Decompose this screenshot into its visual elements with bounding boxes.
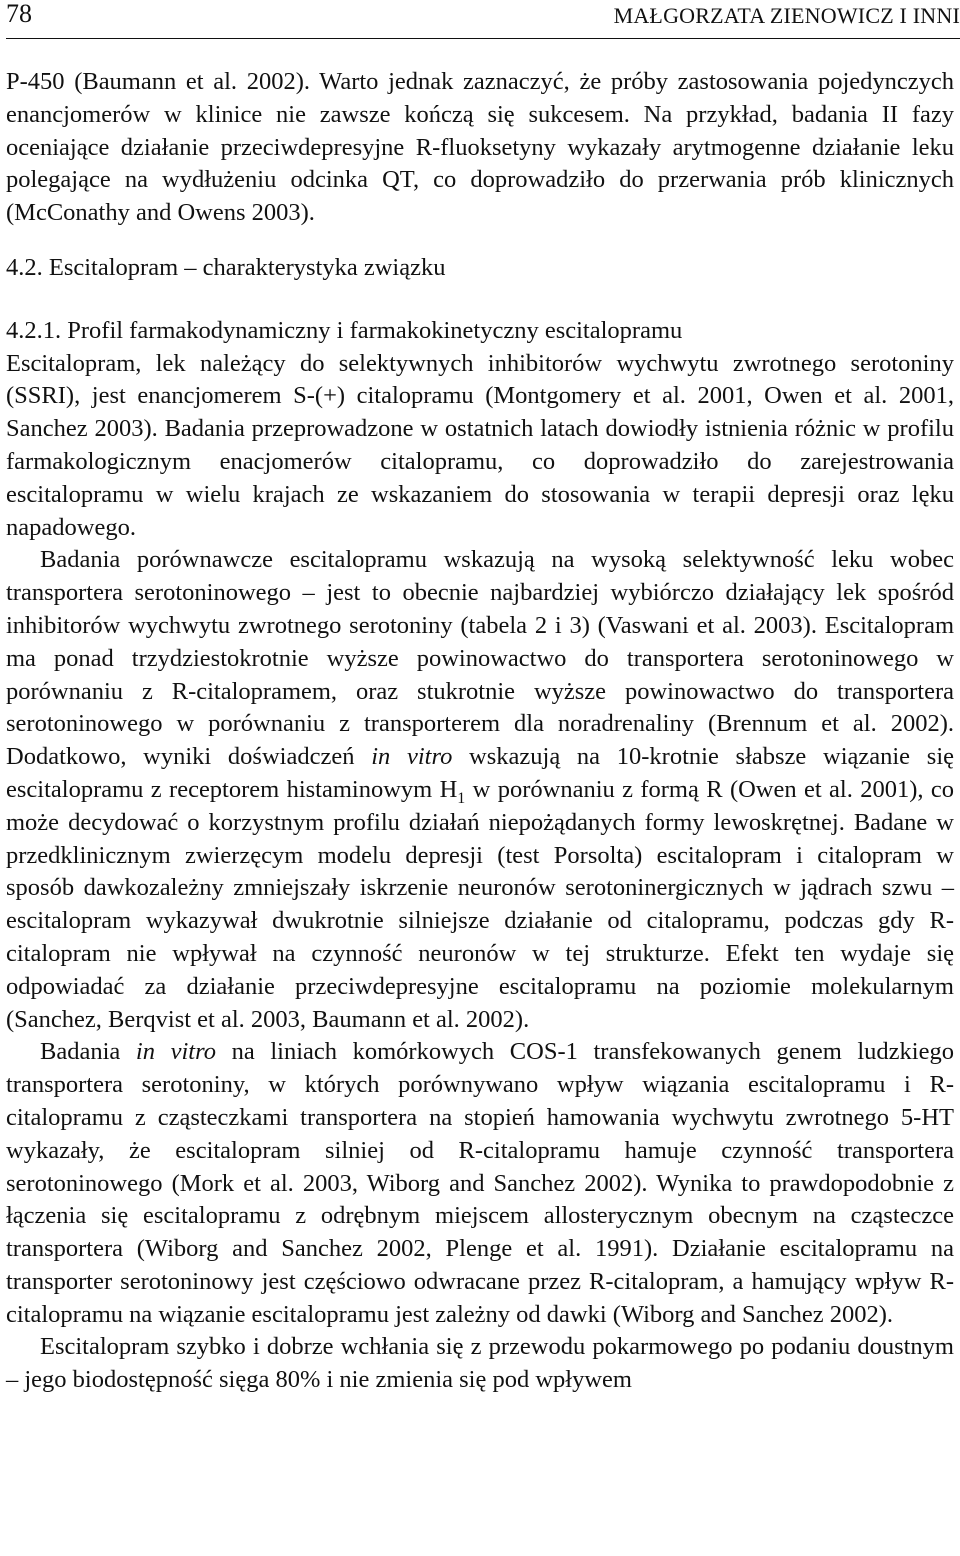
page-number: 78	[6, 0, 32, 28]
paragraph: Escitalopram, lek należący do selektywnych inhibitorów wychwytu zwrotnego serotoniny (SSRI), jest enancjomerem S-(+) citalopramu (Montgomery et al. 2001, Owen et al. 2001, Sanchez 2003). Badania przeprowadzone w ostatnich latach dowiodły istnienia różnic w profilu farmakologicznym enacjomerów citalopramu, co doprowadziło do zarejestrowania escitalopramu w wielu krajach ze wskazaniem do stosowania w terapii depresji oraz lęku napadowego.	[6, 349, 954, 541]
paragraph-text: wskazują na 10-krotnie słabsze wiązanie się escitalopramu z receptorem histaminowym H	[6, 743, 954, 803]
paragraph-text: Badania porównawcze escitalopramu wskazują na wysoką selektywność leku wobec transportera serotoninowego – jest to obecnie najbardziej wybiórczo działający lek spośród inhibitorów wychwytu zwrotnego serotoniny (tabela 2 i 3) (Vaswani et al. 2003). Escitalopram ma ponad trzydziestokrotnie wyższe powinowactwo do transportera serotoninowego w porównaniu z R-citalopramem, oraz stukrotnie wyższe powinowactwo do transportera serotoninowego w porównaniu z transporterem dla noradrenaliny (Brennum et al. 2002). Dodatkowo, wyniki doświadczeń	[6, 546, 954, 771]
italic-term: in vitro	[135, 1038, 216, 1066]
document-page	[6, 0, 960, 1397]
page-header	[6, 0, 960, 40]
paragraph	[6, 544, 954, 1036]
paragraph-text: w porównaniu z formą R (Owen et al. 2001), co może decydować o korzystnym profilu działań niepożądanych formy lewoskrętnej. Badane w przedklinicznym zwierzęcym modelu depresji (test Porsolta) escitalopram i citalopram w sposób dawkozależny zmniejszały iskrzenie neuronów serotoninergicznych w jądrach szwu – escitalopram wykazywał dwukrotnie silniejsze działanie od citalopramu, podczas gdy R-citalopram nie wpływał na czynność neuronów w tej strukturze. Efekt ten wydaje się odpowiadać za działanie przeciwdepresyjne escitalopramu na poziomie molekularnym (Sanchez, Berqvist et al. 2003, Baumann et al. 2002).	[6, 775, 954, 1033]
subsection-heading: 4.2.1. Profil farmakodynamiczny i farmakokinetyczny escitalopramu	[6, 316, 683, 344]
paragraph-text: na liniach komórkowych COS-1 transfekowanych genem ludzkiego transportera serotoniny, w których porównywano wpływ wiązania escitalopramu i R-citalopramu z cząsteczkami transportera na stopień hamowania wychwytu zwrotnego 5-HT wykazały, że escitalopram silniej od R-citalopramu hamuje czynność transportera serotoninowego (Mork et al. 2003, Wiborg and Sanchez 2002). Wynika to prawdopodobnie z łączenia się escitalopramu z odrębnym miejscem allosterycznym obecnym na cząsteczce transportera (Wiborg and Sanchez 2002, Plenge et al. 1991). Działanie escitalopramu na transporter serotoninowy jest częściowo odwracane przez R-citalopram, a hamujący wpływ R-citalopramu na wiązanie escitalopramu jest zależny od dawki (Wiborg and Sanchez 2002).	[6, 1038, 954, 1328]
paragraph-text: Badania	[40, 1038, 121, 1066]
italic-term: in vitro	[371, 743, 453, 771]
section-heading: 4.2. Escitalopram – charakterystyka związku	[6, 253, 446, 281]
paragraph: Escitalopram szybko i dobrze wchłania się z przewodu pokarmowego po podaniu doustnym – jego biodostępność sięga 80% i nie zmienia się pod wpływem	[6, 1333, 954, 1394]
running-head: MAŁGORZATA ZIENOWICZ I INNI	[613, 3, 960, 28]
body-text	[6, 66, 954, 1397]
header-rule	[6, 38, 960, 39]
paragraph: P-450 (Baumann et al. 2002). Warto jednak zaznaczyć, że próby zastosowania pojedynczych enancjomerów w klinice nie zawsze kończą się sukcesem. Na przykład, badania II fazy oceniające działanie przeciwdepresyjne R-fluoksetyny wykazały arytmogenne działanie leku polegające na wydłużeniu odcinka QT, co doprowadziło do przerwania prób klinicznych (McConathy and Owens 2003).	[6, 68, 954, 227]
subscript: 1	[457, 789, 466, 807]
paragraph	[6, 1036, 954, 1331]
